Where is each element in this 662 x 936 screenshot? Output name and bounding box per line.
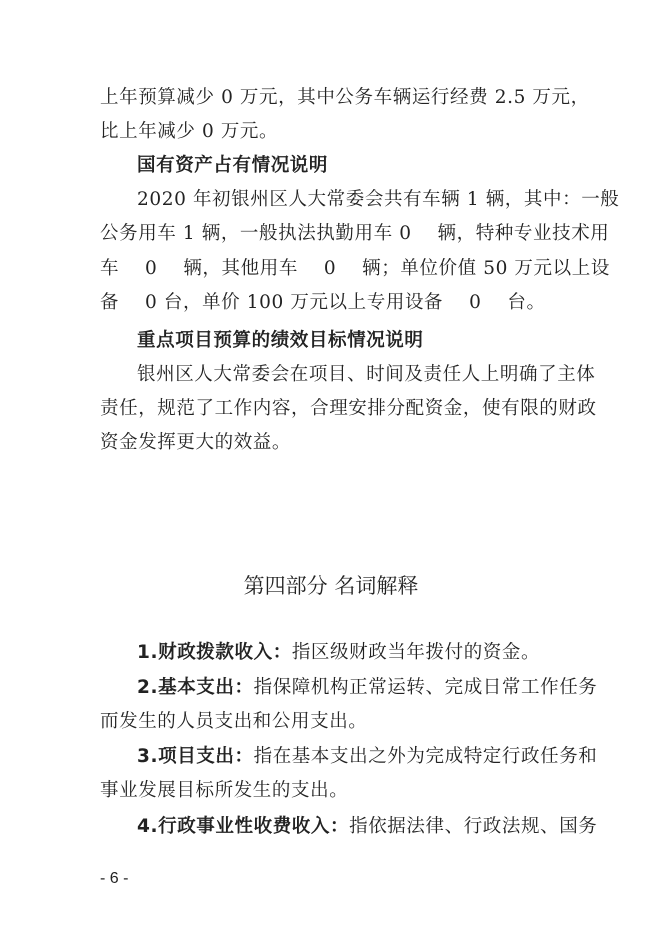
text-line: 而发生的人员支出和公用支出。 <box>100 711 368 732</box>
term-definition: 指保障机构正常运转、完成日常工作任务 <box>253 677 598 698</box>
term-definition: 指依据法律、行政法规、国务 <box>349 816 598 837</box>
text-line: 公务用车 1 辆，一般执法执勤用车 0 辆，特种专业技术用 <box>100 223 610 244</box>
text-line: 银州区人大常委会在项目、时间及责任人上明确了主体 <box>137 364 596 385</box>
text-line: 事业发展目标所发生的支出。 <box>100 780 349 801</box>
term-label: 3.项目支出： <box>137 746 254 767</box>
heading-performance: 重点项目预算的绩效目标情况说明 <box>137 330 424 351</box>
text-line: 比上年减少 0 万元。 <box>100 121 279 142</box>
text-line: 责任，规范了工作内容，合理安排分配资金，使有限的财政 <box>100 398 597 419</box>
text-line: 备 0 台，单价 100 万元以上专用设备 0 台。 <box>100 292 546 313</box>
term-definition: 指在基本支出之外为完成特定行政任务和 <box>253 746 598 767</box>
text-line: 车 0 辆，其他用车 0 辆；单位价值 50 万元以上设 <box>100 258 610 279</box>
text-line: 上年预算减少 0 万元，其中公务车辆运行经费 2.5 万元， <box>100 87 590 108</box>
text-line: 2020 年初银州区人大常委会共有车辆 1 辆，其中：一般 <box>137 189 620 210</box>
term-label: 4.行政事业性收费收入： <box>137 816 350 837</box>
term-item <box>137 677 597 699</box>
term-item <box>137 642 540 664</box>
section-title: 第四部分 名词解释 <box>243 574 419 598</box>
term-item <box>137 746 597 768</box>
term-label: 1.财政拨款收入： <box>137 642 292 663</box>
page-number: - 6 - <box>100 870 129 887</box>
term-item <box>137 816 597 838</box>
text-line: 资金发挥更大的效益。 <box>100 432 292 453</box>
term-label: 2.基本支出： <box>137 677 254 698</box>
term-definition: 指区级财政当年拨付的资金。 <box>291 642 541 663</box>
heading-assets: 国有资产占有情况说明 <box>137 155 329 176</box>
